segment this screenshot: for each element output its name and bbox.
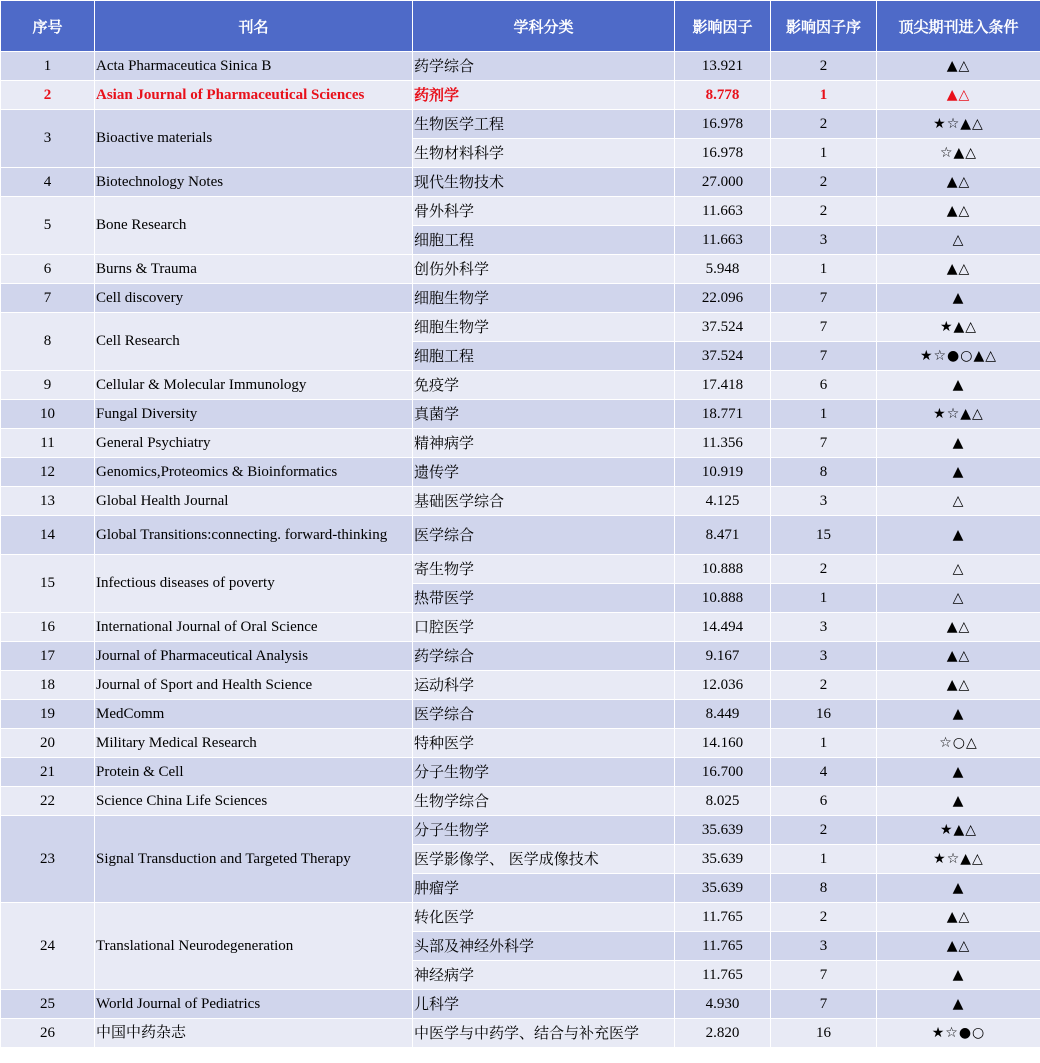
header-journal-name: 刊名 <box>95 1 413 52</box>
cell-if-rank: 2 <box>771 816 877 845</box>
cell-impact-factor: 11.765 <box>675 961 771 990</box>
cell-subject: 细胞生物学 <box>413 284 675 313</box>
cell-if-rank: 1 <box>771 729 877 758</box>
table-row <box>1 990 1040 1019</box>
cell-condition: ★☆●○▲△ <box>877 342 1040 371</box>
cell-journal-name: Journal of Pharmaceutical Analysis <box>95 642 413 671</box>
cell-journal-name: Protein & Cell <box>95 758 413 787</box>
cell-no: 4 <box>1 168 95 197</box>
table-row <box>1 284 1040 313</box>
cell-no: 24 <box>1 903 95 990</box>
cell-if-rank: 3 <box>771 226 877 255</box>
cell-subject: 医学综合 <box>413 516 675 555</box>
cell-if-rank: 3 <box>771 613 877 642</box>
cell-condition: ★▲△ <box>877 313 1040 342</box>
header-impact-factor: 影响因子 <box>675 1 771 52</box>
table-row <box>1 758 1040 787</box>
cell-subject: 医学综合 <box>413 700 675 729</box>
cell-impact-factor: 37.524 <box>675 342 771 371</box>
cell-condition: ▲ <box>877 787 1040 816</box>
cell-no: 18 <box>1 671 95 700</box>
cell-subject: 基础医学综合 <box>413 487 675 516</box>
cell-if-rank: 1 <box>771 845 877 874</box>
cell-subject: 转化医学 <box>413 903 675 932</box>
cell-subject: 运动科学 <box>413 671 675 700</box>
cell-no: 16 <box>1 613 95 642</box>
cell-if-rank: 1 <box>771 81 877 110</box>
table-body <box>1 52 1040 1048</box>
cell-if-rank: 8 <box>771 874 877 903</box>
cell-no: 12 <box>1 458 95 487</box>
cell-if-rank: 6 <box>771 787 877 816</box>
cell-condition: ★☆●○ <box>877 1019 1040 1048</box>
cell-condition: ▲△ <box>877 932 1040 961</box>
cell-subject: 现代生物技术 <box>413 168 675 197</box>
header-row <box>1 1 1040 52</box>
table-row <box>1 729 1040 758</box>
cell-subject: 生物学综合 <box>413 787 675 816</box>
header-subject: 学科分类 <box>413 1 675 52</box>
cell-if-rank: 2 <box>771 671 877 700</box>
cell-if-rank: 7 <box>771 284 877 313</box>
cell-if-rank: 2 <box>771 168 877 197</box>
cell-subject: 细胞工程 <box>413 342 675 371</box>
cell-subject: 神经病学 <box>413 961 675 990</box>
cell-if-rank: 3 <box>771 642 877 671</box>
cell-subject: 头部及神经外科学 <box>413 932 675 961</box>
cell-impact-factor: 8.471 <box>675 516 771 555</box>
cell-impact-factor: 16.978 <box>675 139 771 168</box>
table-row <box>1 671 1040 700</box>
cell-condition: ▲△ <box>877 255 1040 284</box>
cell-subject: 遗传学 <box>413 458 675 487</box>
cell-subject: 分子生物学 <box>413 758 675 787</box>
cell-impact-factor: 35.639 <box>675 874 771 903</box>
cell-if-rank: 7 <box>771 342 877 371</box>
cell-impact-factor: 11.765 <box>675 903 771 932</box>
cell-impact-factor: 14.160 <box>675 729 771 758</box>
cell-condition: ▲△ <box>877 52 1040 81</box>
cell-no: 22 <box>1 787 95 816</box>
cell-impact-factor: 17.418 <box>675 371 771 400</box>
cell-if-rank: 6 <box>771 371 877 400</box>
cell-no: 3 <box>1 110 95 168</box>
cell-condition: ▲△ <box>877 81 1040 110</box>
cell-journal-name: Asian Journal of Pharmaceutical Sciences <box>95 81 413 110</box>
cell-condition: ▲ <box>877 371 1040 400</box>
table-row <box>1 197 1040 226</box>
cell-subject: 中医学与中药学、结合与补充医学 <box>413 1019 675 1048</box>
table-row <box>1 700 1040 729</box>
cell-subject: 药学综合 <box>413 642 675 671</box>
table-row <box>1 81 1040 110</box>
cell-condition: ★▲△ <box>877 816 1040 845</box>
cell-journal-name: Cell Research <box>95 313 413 371</box>
cell-impact-factor: 8.449 <box>675 700 771 729</box>
cell-if-rank: 7 <box>771 990 877 1019</box>
cell-if-rank: 7 <box>771 313 877 342</box>
cell-subject: 药剂学 <box>413 81 675 110</box>
cell-if-rank: 3 <box>771 487 877 516</box>
cell-impact-factor: 18.771 <box>675 400 771 429</box>
table-row <box>1 52 1040 81</box>
cell-impact-factor: 11.765 <box>675 932 771 961</box>
cell-condition: △ <box>877 584 1040 613</box>
cell-journal-name: Bioactive materials <box>95 110 413 168</box>
cell-no: 26 <box>1 1019 95 1048</box>
cell-if-rank: 2 <box>771 110 877 139</box>
cell-no: 25 <box>1 990 95 1019</box>
cell-no: 9 <box>1 371 95 400</box>
cell-if-rank: 8 <box>771 458 877 487</box>
table-row <box>1 1019 1040 1048</box>
cell-no: 10 <box>1 400 95 429</box>
table-row <box>1 400 1040 429</box>
cell-condition: ▲ <box>877 284 1040 313</box>
cell-subject: 儿科学 <box>413 990 675 1019</box>
cell-no: 5 <box>1 197 95 255</box>
cell-no: 20 <box>1 729 95 758</box>
cell-impact-factor: 11.663 <box>675 197 771 226</box>
table-row <box>1 516 1040 555</box>
cell-if-rank: 1 <box>771 400 877 429</box>
table-row <box>1 487 1040 516</box>
cell-journal-name: Science China Life Sciences <box>95 787 413 816</box>
cell-impact-factor: 10.919 <box>675 458 771 487</box>
cell-journal-name: Biotechnology Notes <box>95 168 413 197</box>
cell-condition: ▲ <box>877 758 1040 787</box>
cell-if-rank: 1 <box>771 255 877 284</box>
cell-subject: 创伤外科学 <box>413 255 675 284</box>
cell-subject: 医学影像学、 医学成像技术 <box>413 845 675 874</box>
cell-journal-name: General Psychiatry <box>95 429 413 458</box>
cell-impact-factor: 12.036 <box>675 671 771 700</box>
cell-impact-factor: 35.639 <box>675 845 771 874</box>
cell-if-rank: 7 <box>771 429 877 458</box>
cell-condition: ▲ <box>877 458 1040 487</box>
cell-journal-name: Global Transitions:connecting. forward-thinking <box>95 516 413 555</box>
cell-condition: ▲ <box>877 990 1040 1019</box>
table-row <box>1 787 1040 816</box>
cell-impact-factor: 4.930 <box>675 990 771 1019</box>
cell-impact-factor: 11.663 <box>675 226 771 255</box>
cell-journal-name: Infectious diseases of poverty <box>95 555 413 613</box>
cell-condition: ▲ <box>877 700 1040 729</box>
cell-subject: 骨外科学 <box>413 197 675 226</box>
cell-impact-factor: 8.778 <box>675 81 771 110</box>
cell-if-rank: 4 <box>771 758 877 787</box>
cell-journal-name: Genomics,Proteomics & Bioinformatics <box>95 458 413 487</box>
cell-no: 2 <box>1 81 95 110</box>
header-no: 序号 <box>1 1 95 52</box>
table-row <box>1 371 1040 400</box>
cell-if-rank: 15 <box>771 516 877 555</box>
cell-subject: 特种医学 <box>413 729 675 758</box>
cell-subject: 肿瘤学 <box>413 874 675 903</box>
cell-condition: ▲△ <box>877 168 1040 197</box>
cell-journal-name: Cell discovery <box>95 284 413 313</box>
cell-impact-factor: 35.639 <box>675 816 771 845</box>
cell-if-rank: 2 <box>771 52 877 81</box>
cell-subject: 精神病学 <box>413 429 675 458</box>
cell-journal-name: Journal of Sport and Health Science <box>95 671 413 700</box>
cell-condition: ★☆▲△ <box>877 110 1040 139</box>
cell-impact-factor: 14.494 <box>675 613 771 642</box>
cell-condition: △ <box>877 555 1040 584</box>
cell-subject: 寄生物学 <box>413 555 675 584</box>
cell-impact-factor: 16.700 <box>675 758 771 787</box>
cell-journal-name: Fungal Diversity <box>95 400 413 429</box>
cell-journal-name: Acta Pharmaceutica Sinica B <box>95 52 413 81</box>
cell-condition: ▲ <box>877 874 1040 903</box>
cell-journal-name: International Journal of Oral Science <box>95 613 413 642</box>
cell-subject: 热带医学 <box>413 584 675 613</box>
table-row <box>1 642 1040 671</box>
cell-if-rank: 16 <box>771 1019 877 1048</box>
table-row <box>1 458 1040 487</box>
cell-journal-name: Signal Transduction and Targeted Therapy <box>95 816 413 903</box>
cell-journal-name: Cellular & Molecular Immunology <box>95 371 413 400</box>
cell-condition: ☆○△ <box>877 729 1040 758</box>
cell-journal-name: World Journal of Pediatrics <box>95 990 413 1019</box>
cell-subject: 口腔医学 <box>413 613 675 642</box>
cell-if-rank: 1 <box>771 584 877 613</box>
cell-condition: △ <box>877 487 1040 516</box>
cell-impact-factor: 5.948 <box>675 255 771 284</box>
cell-condition: ▲△ <box>877 671 1040 700</box>
cell-no: 14 <box>1 516 95 555</box>
table-row <box>1 613 1040 642</box>
cell-subject: 细胞生物学 <box>413 313 675 342</box>
cell-impact-factor: 27.000 <box>675 168 771 197</box>
cell-condition: ★☆▲△ <box>877 400 1040 429</box>
cell-impact-factor: 22.096 <box>675 284 771 313</box>
cell-subject: 免疫学 <box>413 371 675 400</box>
cell-no: 17 <box>1 642 95 671</box>
cell-impact-factor: 8.025 <box>675 787 771 816</box>
cell-no: 23 <box>1 816 95 903</box>
cell-subject: 生物材料科学 <box>413 139 675 168</box>
cell-no: 21 <box>1 758 95 787</box>
table-row <box>1 816 1040 845</box>
cell-impact-factor: 10.888 <box>675 584 771 613</box>
cell-journal-name: Burns & Trauma <box>95 255 413 284</box>
table-row <box>1 168 1040 197</box>
cell-impact-factor: 9.167 <box>675 642 771 671</box>
cell-journal-name: Military Medical Research <box>95 729 413 758</box>
cell-condition: ▲△ <box>877 903 1040 932</box>
cell-journal-name: Bone Research <box>95 197 413 255</box>
cell-condition: ▲△ <box>877 197 1040 226</box>
cell-impact-factor: 16.978 <box>675 110 771 139</box>
cell-impact-factor: 13.921 <box>675 52 771 81</box>
cell-condition: ▲ <box>877 961 1040 990</box>
cell-subject: 生物医学工程 <box>413 110 675 139</box>
cell-if-rank: 16 <box>771 700 877 729</box>
table-row <box>1 313 1040 342</box>
cell-impact-factor: 2.820 <box>675 1019 771 1048</box>
cell-if-rank: 1 <box>771 139 877 168</box>
cell-no: 13 <box>1 487 95 516</box>
cell-subject: 分子生物学 <box>413 816 675 845</box>
cell-no: 1 <box>1 52 95 81</box>
cell-journal-name: Translational Neurodegeneration <box>95 903 413 990</box>
cell-no: 6 <box>1 255 95 284</box>
cell-no: 11 <box>1 429 95 458</box>
table-row <box>1 110 1040 139</box>
cell-condition: ☆▲△ <box>877 139 1040 168</box>
cell-no: 15 <box>1 555 95 613</box>
header-top-journal-condition: 顶尖期刊进入条件 <box>877 1 1040 52</box>
cell-condition: ▲ <box>877 429 1040 458</box>
cell-journal-name: 中国中药杂志 <box>95 1019 413 1048</box>
cell-condition: △ <box>877 226 1040 255</box>
cell-impact-factor: 37.524 <box>675 313 771 342</box>
cell-condition: ▲△ <box>877 613 1040 642</box>
header-if-rank: 影响因子序 <box>771 1 877 52</box>
table-row <box>1 255 1040 284</box>
cell-journal-name: Global Health Journal <box>95 487 413 516</box>
cell-journal-name: MedComm <box>95 700 413 729</box>
cell-condition: ▲△ <box>877 642 1040 671</box>
cell-condition: ▲ <box>877 516 1040 555</box>
cell-if-rank: 2 <box>771 903 877 932</box>
table-row <box>1 903 1040 932</box>
cell-no: 8 <box>1 313 95 371</box>
table-row <box>1 429 1040 458</box>
cell-subject: 细胞工程 <box>413 226 675 255</box>
cell-condition: ★☆▲△ <box>877 845 1040 874</box>
table-row <box>1 555 1040 584</box>
cell-impact-factor: 10.888 <box>675 555 771 584</box>
cell-if-rank: 3 <box>771 932 877 961</box>
cell-subject: 药学综合 <box>413 52 675 81</box>
cell-subject: 真菌学 <box>413 400 675 429</box>
cell-impact-factor: 11.356 <box>675 429 771 458</box>
cell-if-rank: 7 <box>771 961 877 990</box>
cell-if-rank: 2 <box>771 197 877 226</box>
cell-if-rank: 2 <box>771 555 877 584</box>
cell-no: 7 <box>1 284 95 313</box>
cell-no: 19 <box>1 700 95 729</box>
cell-impact-factor: 4.125 <box>675 487 771 516</box>
